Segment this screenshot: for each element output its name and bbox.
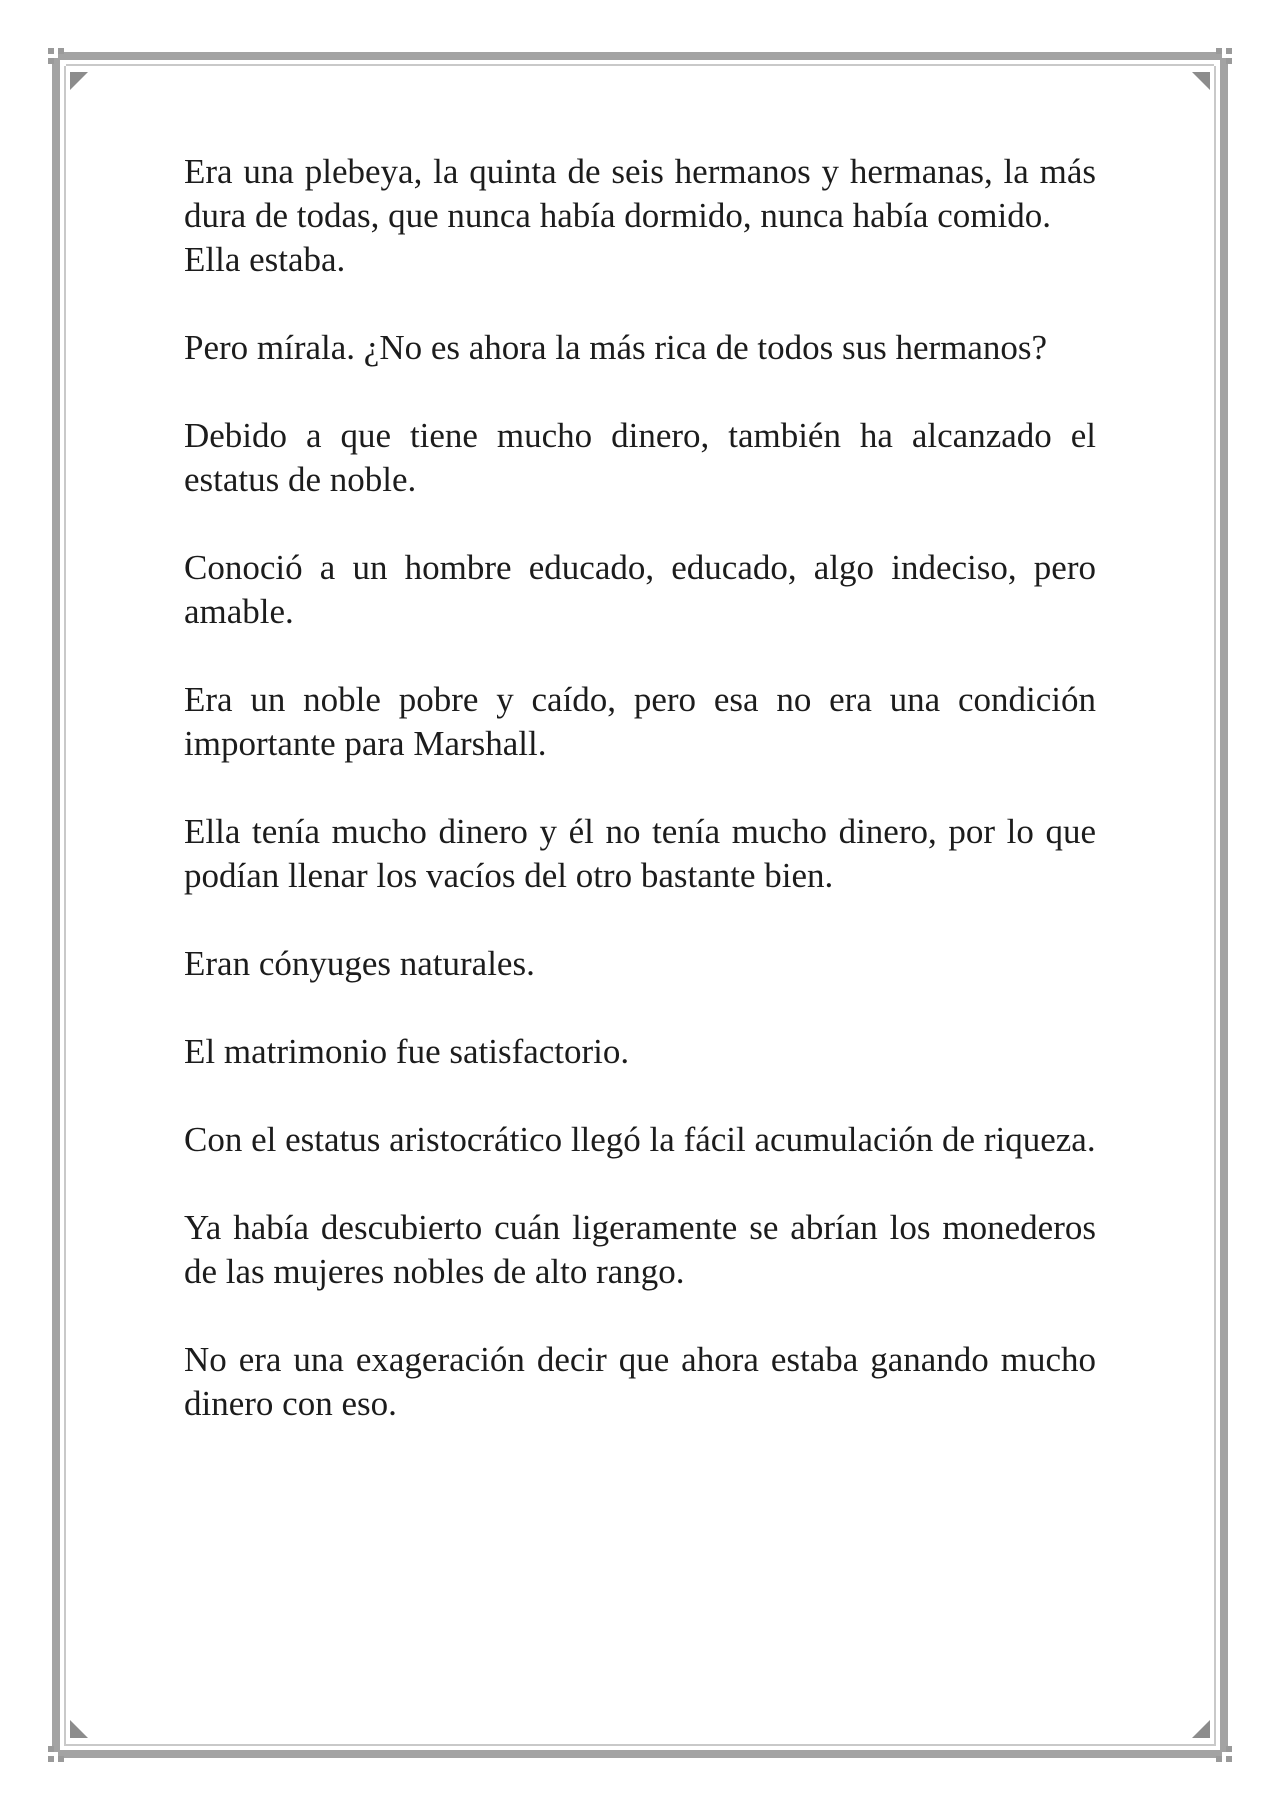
paragraph: Debido a que tiene mucho dinero, también ha alcanzado el estatus de noble. <box>184 416 1096 499</box>
frame-top-inner-line <box>66 64 1214 66</box>
frame-right-border <box>1220 58 1228 1752</box>
triangle-ornament-top-left <box>70 72 88 90</box>
corner-ornament-bottom-right <box>1216 1746 1232 1762</box>
frame-bottom-inner-line <box>66 1744 1214 1746</box>
paragraph: El matrimonio fue satisfactorio. <box>184 1032 630 1071</box>
paragraph: Pero mírala. ¿No es ahora la más rica de todos sus hermanos? <box>184 328 1048 367</box>
paragraph: Conoció a un hombre educado, educado, algo indeciso, pero amable. <box>184 548 1096 631</box>
triangle-ornament-bottom-left <box>70 1720 88 1738</box>
triangle-ornament-bottom-right <box>1192 1720 1210 1738</box>
paragraph: Ella tenía mucho dinero y él no tenía mucho dinero, por lo que podían llenar los vacíos del otro bastante bien. <box>184 812 1096 895</box>
frame-left-border <box>52 58 60 1752</box>
corner-ornament-top-left <box>48 48 64 64</box>
paragraph: No era una exageración decir que ahora estaba ganando mucho dinero con eso. <box>184 1340 1096 1423</box>
paragraph: Eran cónyuges naturales. <box>184 944 535 983</box>
frame-left-inner-line <box>64 66 66 1746</box>
frame-bottom-border <box>58 1750 1222 1758</box>
corner-ornament-bottom-left <box>48 1746 64 1762</box>
triangle-ornament-top-right <box>1192 72 1210 90</box>
frame-right-inner-line <box>1214 66 1216 1746</box>
frame-top-border <box>58 52 1222 60</box>
paragraph: Era una plebeya, la quinta de seis hermanos y hermanas, la más dura de todas, que nunca había dormido, nunca había comido. <box>184 152 1096 235</box>
document-body <box>184 150 1096 1470</box>
paragraph: Era un noble pobre y caído, pero esa no era una condición importante para Marshall. <box>184 680 1096 763</box>
paragraph: Ya había descubierto cuán ligeramente se abrían los monederos de las mujeres nobles de alto rango. <box>184 1208 1096 1291</box>
paragraph: Con el estatus aristocrático llegó la fácil acumulación de riqueza. <box>184 1120 1096 1159</box>
corner-ornament-top-right <box>1216 48 1232 64</box>
paragraph: Ella estaba. <box>184 240 346 279</box>
